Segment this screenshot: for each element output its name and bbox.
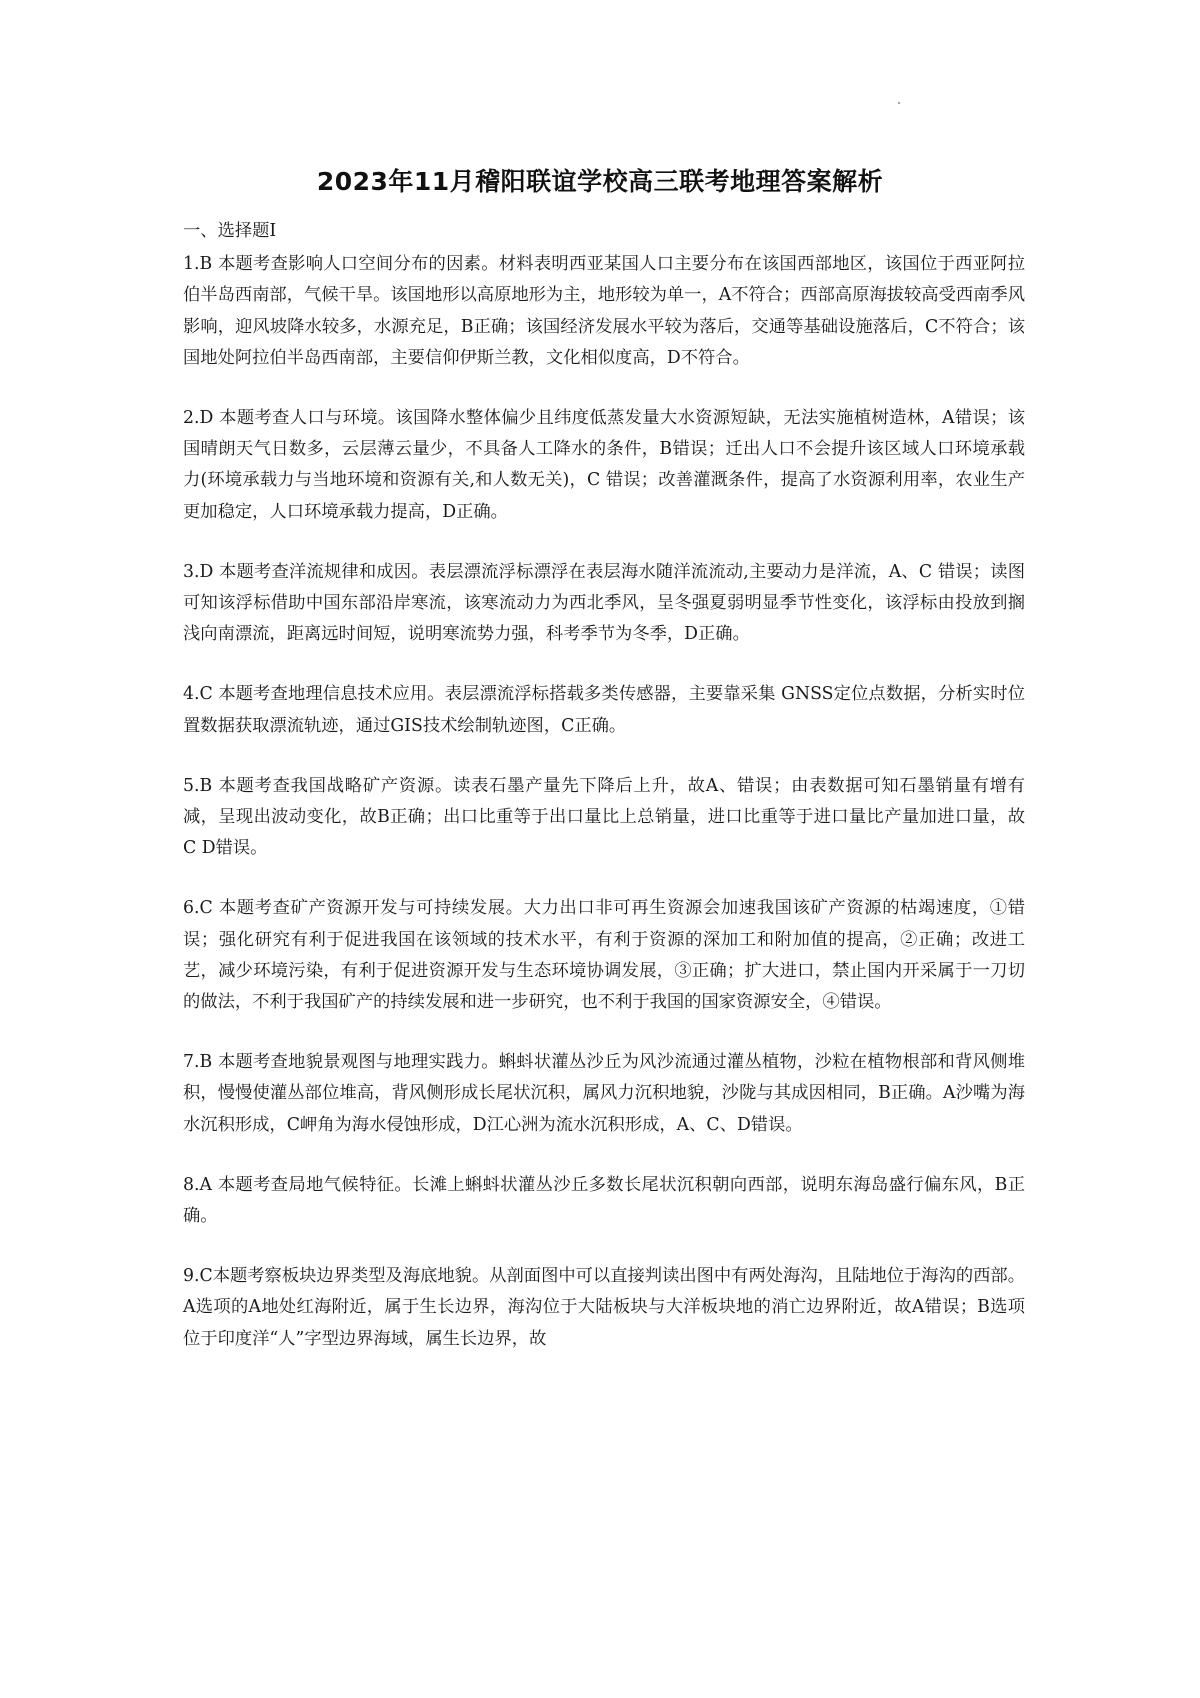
answer-paragraph-4: 4.C 本题考查地理信息技术应用。表层漂流浮标搭载多类传感器，主要靠采集 GNSS定位点数据，分析实时位置数据获取漂流轨迹，通过GIS技术绘制轨迹图，C正确。 — [183, 684, 1025, 736]
answer-paragraph-7: 7.B 本题考查地貌景观图与地理实践力。蝌蚪状灌丛沙丘为风沙流通过灌丛植物，沙粒在植物根部和背风侧堆积，慢慢使灌丛部位堆高，背风侧形成长尾状沉积，属风力沉积地貌，沙陇与其成因相同，B正确。A沙嘴为海水沉积形成，C岬角为海水侵蚀形成，D江心洲为流水沉积形成，A、C、D错误。 — [183, 1052, 1025, 1135]
answer-paragraph-2: 2.D 本题考查人口与环境。该国降水整体偏少且纬度低蒸发量大水资源短缺，无法实施植树造林，A错误；该国晴朗天气日数多，云层薄云量少，不具备人工降水的条件，B错误；迁出人口不会提升该区域人口环境承载力(环境承载力与当地环境和资源有关,和人数无关)，C 错误；改善灌溉条件，提高了水资源利用率，农业生产更加稳定，人口环境承载力提高，D正确。 — [183, 408, 1025, 522]
answer-paragraph-6: 6.C 本题考查矿产资源开发与可持续发展。大力出口非可再生资源会加速我国该矿产资源的枯竭速度，①错误；强化研究有利于促进我国在该领域的技术水平，有利于资源的深加工和附加值的提高，②正确；改进工艺，减少环境污染，有利于促进资源开发与生态环境协调发展，③正确；扩大进口，禁止国内开采属于一刀切的做法，不利于我国矿产的持续发展和进一步研究，也不利于我国的国家资源安全，④错误。 — [183, 898, 1025, 1013]
document-body — [183, 216, 1025, 1355]
scan-speck — [898, 102, 900, 104]
document-title: 2023年11月稽阳联谊学校高三联考地理答案解析 — [316, 167, 884, 196]
answer-paragraph-8: 8.A 本题考查局地气候特征。长滩上蝌蚪状灌丛沙丘多数长尾状沉积朝向西部，说明东海岛盛行偏东风，B正确。 — [183, 1174, 1025, 1227]
answer-paragraph-3: 3.D 本题考查洋流规律和成因。表层漂流浮标漂浮在表层海水随洋流流动,主要动力是洋流，A、C 错误；读图可知该浮标借助中国东部沿岸寒流，该寒流动力为西北季风，呈冬强夏弱明显季节性变化，该浮标由投放到搁浅向南漂流，距离远时间短，说明寒流势力强，科考季节为冬季，D正确。 — [183, 561, 1025, 645]
section-heading: 一、选择题Ⅰ — [183, 221, 277, 241]
answer-paragraph-9: 9.C本题考察板块边界类型及海底地貌。从剖面图中可以直接判读出图中有两处海沟，且陆地位于海沟的西部。A选项的A地处红海附近，属于生长边界，海沟位于大陆板块与大洋板块地的消亡边界附近，故A错误；B选项位于印度洋“人”字型边界海域，属生长边界，故 — [183, 1266, 1025, 1349]
answer-paragraph-1: 1.B 本题考查影响人口空间分布的因素。材料表明西亚某国人口主要分布在该国西部地区，该国位于西亚阿拉伯半岛西南部，气候干旱。该国地形以高原地形为主，地形较为单一，A不符合；西部高原海拔较高受西南季风影响，迎风坡降水较多，水源充足，B正确；该国经济发展水平较为落后，交通等基础设施落后，C不符合；该国地处阿拉伯半岛西南部，主要信仰伊斯兰教，文化相似度高，D不符合。 — [183, 254, 1025, 368]
answer-paragraph-5: 5.B 本题考查我国战略矿产资源。读表石墨产量先下降后上升，故A、错误；由表数据可知石墨销量有增有减，呈现出波动变化，故B正确；出口比重等于出口量比上总销量，进口比重等于进口量比产量加进口量，故 C D错误。 — [183, 775, 1025, 859]
